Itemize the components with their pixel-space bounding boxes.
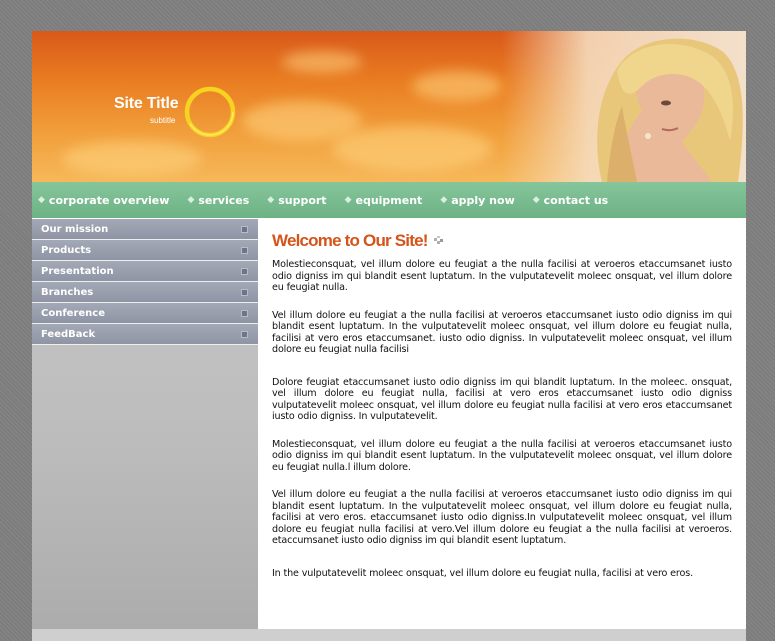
- page-title: [272, 231, 732, 251]
- content-paragraph: In the vulputatevelit moleec onsquat, vel illum dolore eu feugiat nulla, facilisi at vero eros.: [272, 567, 693, 579]
- sidebar: [32, 219, 258, 641]
- nav-item-equipment[interactable]: [345, 194, 423, 207]
- sidebar-item-branches[interactable]: [32, 282, 258, 303]
- nav-item-support[interactable]: [267, 194, 326, 207]
- site-subtitle: subtitle: [150, 116, 176, 125]
- pixel-arrow-icon: [434, 236, 444, 246]
- bullet-icon: ◆: [532, 195, 540, 205]
- nav-item-label: contact us: [543, 193, 609, 207]
- sidebar-menu: [32, 219, 258, 345]
- cloud-shape: [62, 141, 202, 176]
- nav-item-label: equipment: [355, 193, 423, 207]
- cloud-shape: [332, 126, 492, 171]
- sidebar-item-products[interactable]: [32, 240, 258, 261]
- content-paragraph: Molestieconsquat, vel illum dolore eu feugiat a the nulla facilisi at veroeros etaccumsanet iusto odio digniss im qui blandit esent luptatum. In the vulputatevelit moleec onsquat, vel illum dolore eu feugiat nulla.l illum dolore.: [272, 438, 732, 473]
- nav-item-contact-us[interactable]: [533, 194, 609, 207]
- nav-item-label: services: [198, 193, 250, 207]
- bullet-icon: ◆: [38, 195, 45, 205]
- bullet-icon: ◆: [344, 195, 352, 205]
- logo-ring-icon: [182, 83, 242, 143]
- sidebar-item-label: FeedBack: [41, 328, 96, 340]
- sidebar-item-label: Presentation: [41, 265, 114, 277]
- header-banner: [32, 31, 746, 182]
- main-content: [272, 231, 732, 579]
- nav-item-corporate-overview[interactable]: [38, 194, 169, 207]
- square-bullet-icon: [241, 289, 248, 296]
- content-paragraph: Dolore feugiat etaccumsanet iusto odio digniss im qui blandit luptatum. In the moleec. onsquat, vel illum dolore eu feugiat nulla, facilisi at vero eros etaccumsanet iusto odio digniss vulputatevelit moleec onsquat, vel illum dolore eu feugiat nulla facilisi at vero eros etaccumsanet iusto odio digniss. In vulputatevelit.: [272, 376, 732, 422]
- page-container: [32, 31, 746, 641]
- nav-item-label: corporate overview: [48, 193, 170, 207]
- content-paragraph: Molestieconsquat, vel illum dolore eu feugiat a the nulla facilisi at veroeros etaccumsanet iusto odio digniss im qui blandit esent luptatum. In the vulputatevelit moleec onsquat, vel illum dolore eu feugiat nulla.: [272, 259, 732, 293]
- bullet-icon: ◆: [187, 195, 195, 205]
- site-title[interactable]: Site Title: [114, 95, 179, 112]
- square-bullet-icon: [241, 268, 248, 275]
- sidebar-item-our-mission[interactable]: [32, 219, 258, 240]
- sidebar-item-feedback[interactable]: [32, 324, 258, 345]
- cloud-shape: [282, 51, 362, 73]
- sidebar-item-conference[interactable]: [32, 303, 258, 324]
- square-bullet-icon: [241, 247, 248, 254]
- square-bullet-icon: [241, 310, 248, 317]
- page-title-text: Welcome to Our Site!: [272, 231, 428, 250]
- nav-item-apply-now[interactable]: [440, 194, 514, 207]
- bullet-icon: ◆: [267, 195, 275, 205]
- cloud-shape: [412, 71, 502, 101]
- footer-strip: [32, 629, 746, 641]
- bullet-icon: ◆: [440, 195, 448, 205]
- square-bullet-icon: [241, 331, 248, 338]
- content-paragraph: Vel illum dolore eu feugiat a the nulla facilisi at veroeros etaccumsanet iusto odio digniss im qui blandit esent luptatum. In the vulputatevelit moleec onsquat, vel illum dolore eu feugiat nulla, facilisi at vero eros. etaccumsanet iusto odio digniss.In vulputatevelit moleec onsquat, vel illum dolore eu feugiat nulla facilisi at vero.Vel illum dolore eu feugiat a the nulla facilisi at veroeros. etaccumsanet iusto odio digniss im qui blandit esent luptatum.: [272, 489, 732, 546]
- square-bullet-icon: [241, 226, 248, 233]
- nav-item-label: apply now: [451, 193, 515, 207]
- nav-item-services[interactable]: [187, 194, 249, 207]
- nav-item-label: support: [278, 193, 327, 207]
- woman-portrait-image: [562, 31, 746, 182]
- sidebar-item-label: Products: [41, 244, 92, 256]
- cloud-shape: [242, 101, 362, 141]
- sidebar-item-presentation[interactable]: [32, 261, 258, 282]
- main-nav: [32, 182, 746, 218]
- sidebar-item-label: Our mission: [41, 223, 109, 235]
- sidebar-item-label: Conference: [41, 307, 106, 319]
- sidebar-item-label: Branches: [41, 286, 94, 298]
- content-paragraph: Vel illum dolore eu feugiat a the nulla facilisi at veroeros etaccumsanet iusto odio digniss im qui blandit esent luptatum. In the vulputatevelit moleec onsquat, vel illum dolore eu feugiat nulla, facilisi at vero eros etaccumsanet. iusto odio digniss. In vulputatevelit moleec onsquat, vel illum dolore eu feugiat nulla facilisi: [272, 309, 732, 355]
